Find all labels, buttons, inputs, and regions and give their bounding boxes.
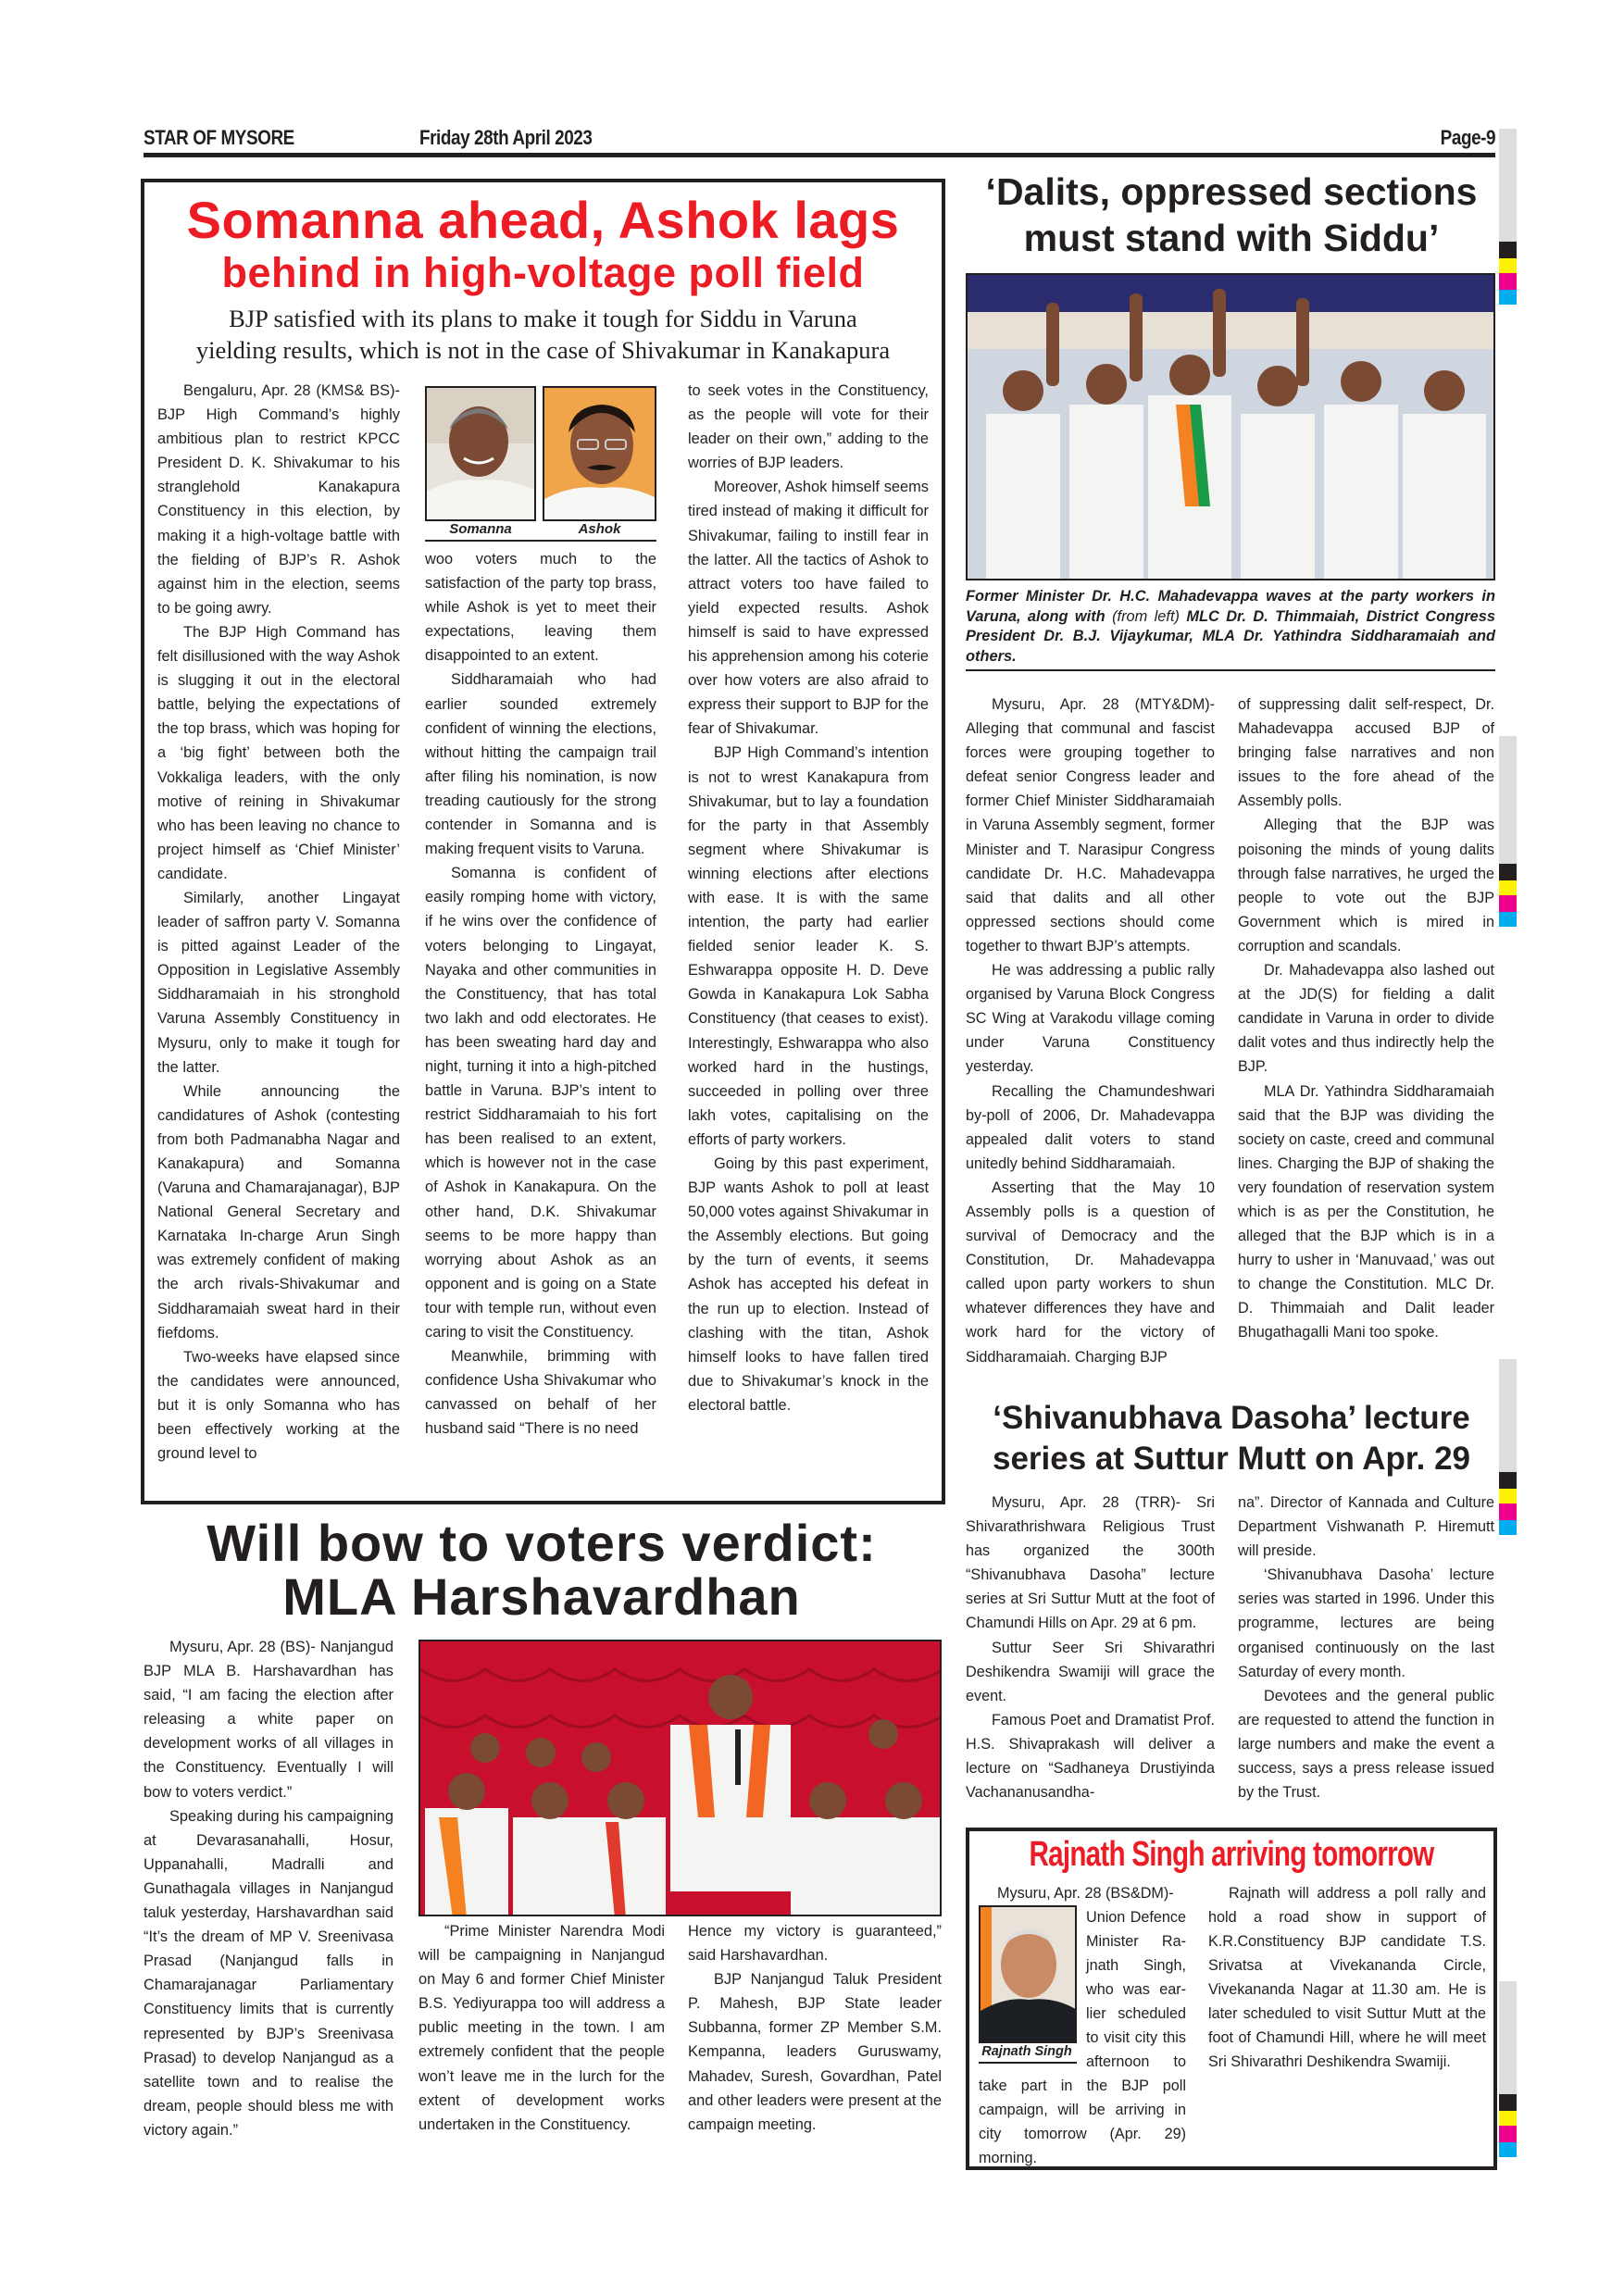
rajnath-column-2: Rajnath will address a poll rally and hold a road show in support of K.R.Constituency BJP candidate T.S. Srivatsa at Vivekananda Circle, Vivekananda Nagar at 11.30 am. He is later scheduled to visit Suttur Mutt at the foot of Chamundi Hill, where he will meet Sri Shivarathri Deshikendra Swamiji. [1208,1885,1486,2070]
somanna-column-3: to seek votes in the Constituency, as the people will vote for their leader on their own,” adding to the worries of BJP leaders. Moreover, Ashok himself seems tired instead of making it difficult for Shivakumar, failing to instill fear in the latter. All the tactics of Ashok to attract voters too have failed to yield expected results. Ashok himself is said to have expressed his apprehension among his coterie over how voters are also afraid to express their support to BJP for the fear of Shivakumar. BJP High Command’s intention is not to wrest Kanakapura from Shivakumar, but to lay a foundation for the party in that Assembly segment where Shivakumar is winning elections after elections with ease. It is with the same intention, the party had earlier fielded senior leader K. S. Eshwarappa opposite H. D. Deve Gowda in Kanakapura Lok Sabha Constituency (that ceases to exist). Interestingly, Eshwarappa who also worked hard in the hustings, succeeded in polling over three lakh votes, capitalising on the efforts of party workers. Going by this past experiment, BJP wants Ashok to poll at least 50,000 votes against Shivakumar in the Assembly elections. But going by the turn of events, it seems Ashok has accepted his defeat in the run up to election. Instead of clashing with the titan, Ashok himself looks to have fallen tired due to Shivakumar’s knock in the electoral battle. [688,382,929,1414]
rajnath-dateline: Mysuru, Apr. 28 (BS&DM)- [997,1885,1174,1902]
photo-ashok [543,386,656,521]
harshavardhan-column-3: Hence my victory is guaranteed,” said Harshavardhan. BJP Nanjangud Taluk President P. Mahesh, BJP State leader Subbanna, former ZP Member S.M. Kempanna, leaders Guruswamy, Mahadev, Suresh, Govardhan, Patel and other leaders were present at the campaign meeting. [688,1923,942,2133]
caption-dalits-photo: Former Minister Dr. H.C. Mahadevappa waves at the party workers in Varuna, along with (from left) MLC Dr. D. Thimmaiah, District Congress President Dr. B.J. Vijaykumar, MLA Dr. Yathindra Siddharamaiah and others. [966,588,1495,665]
somanna-column-2: woo voters much to the satisfaction of the party top brass, while Ashok is yet to meet their expectations, leaving them disappointed to an extent. Siddharamaiah who had earlier sounded extremely confident of winning the elections, without hitting the campaign trail after filing his nomination, is now treading cautiously for the strong contender in Somanna and is making frequent visits to Varuna. Somanna is confident of easily romping home with victory, if he wins over the confidence of voters belonging to Lingayat, Nayaka and other communities in the Constituency, that has total two lakh and odd electorates. He has been sweating hard day and night, turning it into a high-pitched battle in Varuna. BJP’s intent to restrict Siddharamaiah to his fort has been realised to an extent, which is however not in the case of Ashok in Kanakapura. On the other hand, D.K. Shivakumar seems to be more happy than worrying about Ashok as an opponent and is going on a State tour with temple run, without even caring to visit the Constituency. Meanwhile, brimming with confidence Usha Shivakumar who canvassed on behalf of her husband said “There is no need [425,551,656,1438]
dalits-column-2: of suppressing dalit self-respect, Dr. Mahadevappa accused BJP of bringing false narratives and non issues to the fore ahead of the Assembly polls. Alleging that the BJP was poisoning the minds of young dalits through false narratives, he urged the people to vote out the BJP Government which is mired in corruption and scandals. Dr. Mahadevappa also lashed out at the JD(S) for fielding a dalit candidate in Varuna in order to divide dalit votes and thus indirectly help the BJP. MLA Dr. Yathindra Siddharamaiah said that the BJP was dividing the society on caste, creed and communal lines. Charging the BJP of shaking the very foundation of reservation system which is as per the Constitution, he alleged that the BJP which is in a hurry to usher in ‘Manuvaad,’ was out to change the Constitution. MLC Dr. D. Thimmaiah and Dalit leader Bhugathagalli Mani too spoke. [1238,696,1494,1341]
headline-harshavardhan-line1: Will bow to voters verdict: [206,1514,877,1572]
caption-rajnath-singh: Rajnath Singh [981,2044,1072,2059]
caption-rule [979,2062,1077,2064]
rajnath-column-1-tail: take part in the BJP poll campaign, will be arriving in city tomorrow (Apr. 29) morning. [979,2078,1186,2166]
shivanubhava-column-1: Mysuru, Apr. 28 (TRR)- Sri Shivarathrishwara Religious Trust has organized the 300th “Shivanubhava Dasoha” lecture series at Sri Suttur Mutt at the foot of Chamundi Hills on Apr. 29 at 6 pm. Suttur Seer Sri Shivarathri Deshikendra Swamiji will grace the event. Famous Poet and Dramatist Prof. H.S. Shivaprakash will deliver a lecture on “Sadhaneya Drustiyinda Vachananusandha- [966,1494,1215,1802]
harshavardhan-column-1: Mysuru, Apr. 28 (BS)- Nanjangud BJP MLA B. Harshavardhan has said, “I am facing the election after releasing a white paper on development works of all villages in the Constituency. Eventually I will bow to voters verdict.” Speaking during his campaigning at Devarasanahalli, Hosur, Uppanahalli, Madralli and Gunathagala villages in Nanjangud taluk yesterday, Harshavardhan said “It’s the dream of MP V. Sreenivasa Prasad (Nanjangud falls in Chamarajanagar Parliamentary Constituency limits that is currently represented by BJP’s Sreenivasa Prasad) to develop Nanjangud as a satellite town and to realise the dream, people should bless me with victory again.” [144,1639,394,2139]
article-somanna-box [141,179,945,1504]
paper-name: STAR OF MYSORE [144,126,294,149]
photo-caption-rule [425,540,656,542]
headline-shivanubhava-line2: series at Suttur Mutt on Apr. 29 [992,1441,1470,1477]
article-rajnath-box [966,1828,1497,2170]
headline-somanna-line1: Somanna ahead, Ashok lags [186,191,900,249]
somanna-column-1: Bengaluru, Apr. 28 (KMS& BS)- BJP High Command’s highly ambitious plan to restrict KPCC President D. K. Shivakumar to his stranglehold Kanakapura Constituency in this election, by making it a high-voltage battle with the fielding of BJP’s R. Ashok against him in the election, seems to be going awry. The BJP High Command has felt disillusioned with the way Ashok is slugging it out in the electoral battle, belying the expectations of the top brass, which was hoping for a ‘big fight’ between both the Vokkaliga leaders, with the only motive of reining in Shivakumar who has been leaving no chance to project himself as ‘Chief Minister’ candidate. Similarly, another Lingayat leader of saffron party V. Somanna is pitted against Leader of the Opposition in Legislative Assembly Siddharamaiah in his stronghold Varuna Assembly Constituency in Mysuru, only to make it tough for the latter. While announcing the candidatures of Ashok (contesting from both Padmanabha Nagar and Kanakapura) and Somanna (Varuna and Chamarajanagar), BJP National General Secretary and Karnataka In-charge Arun Singh was extremely confident of making the arch rivals-Shivakumar and Siddharamaiah sweat hard in their fiefdoms. Two-weeks have elapsed since the candidates were announced, but it is only Somanna who has been effectively working at the ground level to [157,382,400,1463]
shivanubhava-column-2: na”. Director of Kannada and Culture Department Vishwanath P. Hiremutt will preside. ‘Shivanubhava Dasoha’ lecture series was started in 1996. Under this programme, lectures are being organised continuously on the last Saturday of every month. Devotees and the general public are requested to attend the function in large numbers and make the event a success, says a press release issued by the Trust. [1238,1494,1494,1802]
headline-harshavardhan-line2: MLA Harshavardhan [282,1567,801,1626]
dalits-column-1: Mysuru, Apr. 28 (MTY&DM)- Alleging that communal and fascist forces were grouping together to defeat senior Congress leader and former Chief Minister Siddharamaiah in Varuna Assembly segment, former Minister and T. Narasipur Congress candidate Dr. H.C. Mahadevappa said that dalits and all other oppressed sections should come together to thwart BJP’s attempts. He was addressing a public rally organised by Varuna Block Congress SC Wing at Varakodu village coming under Varuna Constituency yesterday. Recalling the Chamundeshwari by-poll of 2006, Dr. Mahadevappa appealed dalit voters to stand unitedly behind Siddharamaiah. Asserting that the May 10 Assembly polls is a question of survival of Democracy and the Constitution, Dr. Mahadevappa called upon party workers to shun whatever differences they have and work hard for the victory of Siddharamaiah. Charging BJP [966,696,1215,1366]
harshavardhan-column-2: “Prime Minister Narendra Modi will be campaigning in Nanjangud on May 6 and former Chief Minister B.S. Yediyurappa too will address a public meeting in the town. I am extremely confident that the people won’t leave me in the lurch for the extent of development works undertaken in the Constituency. [418,1923,665,2133]
caption-rule [966,669,1495,671]
photo-rajnath-singh [979,1905,1077,2043]
headline-shivanubhava-line1: ‘Shivanubhava Dasoha’ lecture [993,1400,1470,1436]
photo-harshavardhan-campaign [418,1640,942,1916]
masthead [144,124,1495,156]
headline-dalits-line2: must stand with Siddu’ [1023,217,1440,259]
caption-somanna: Somanna [449,521,512,537]
masthead-rule [144,153,1495,157]
photo-mahadevappa-rally [966,273,1495,580]
page-number: Page-9 [1440,126,1495,149]
issue-date: Friday 28th April 2023 [419,126,593,149]
headline-rajnath: Rajnath Singh arriving tomorrow [1029,1835,1434,1874]
deck-line2: yielding results, which is not in the case of Shivakumar in Kanakapura [195,336,891,364]
headline-somanna-line2: behind in high-voltage poll field [221,249,865,296]
photo-somanna [425,386,536,521]
caption-ashok: Ashok [578,521,621,537]
deck-line1: BJP satisfied with its plans to make it tough for Siddu in Varuna [229,305,857,332]
headline-dalits-line1: ‘Dalits, oppressed sections [985,170,1478,213]
rajnath-wrap-text: Union Defence Minister Ra- jnath Singh, who was ear- lier scheduled to visit city this afternoon to [1086,1909,1186,2070]
